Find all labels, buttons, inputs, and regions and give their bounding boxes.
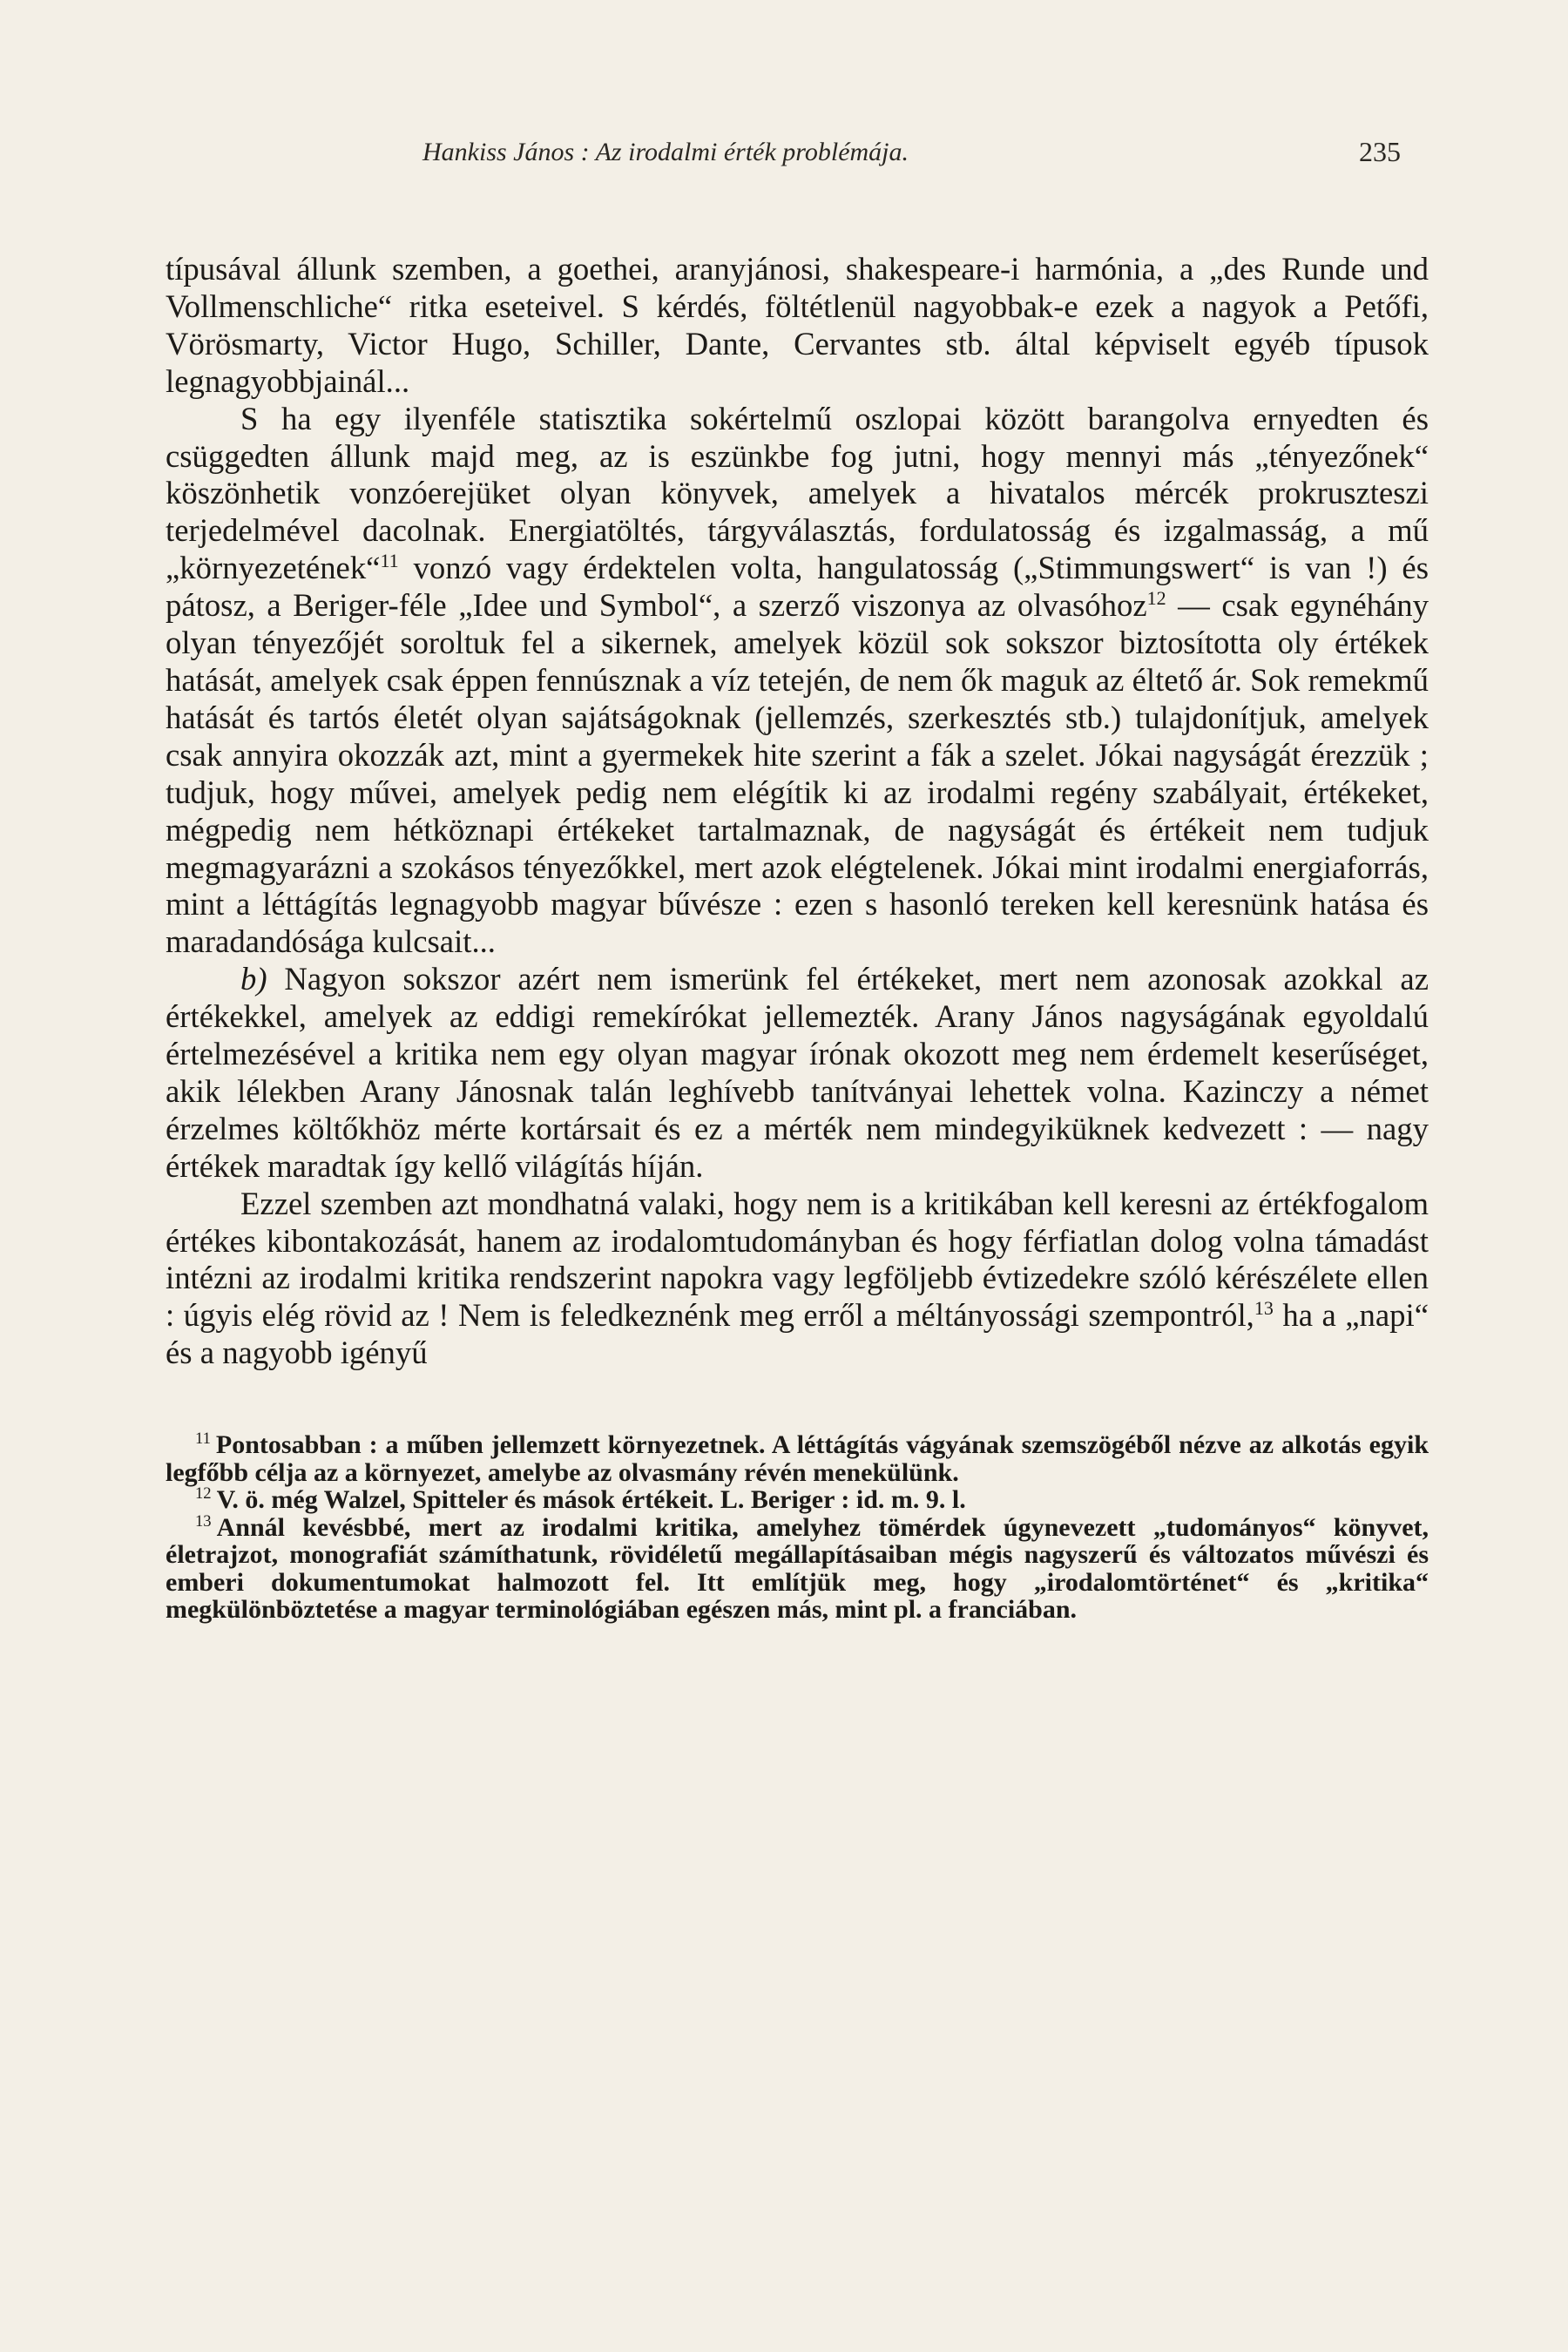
book-page (166, 131, 1429, 2239)
paragraph: típusával állunk szemben, a goethei, aranyjánosi, shakespeare-i harmónia, a „des Runde und Vollmenschliche“ ritka eseteivel. S kérdés, föltétlenül nagyobbak-e ezek a nagyok a Petőfi, Vörösmarty, Victor Hugo, Schiller, Dante, Cervantes stb. által képviselt egyéb típusok legnagyobbjainál... (166, 251, 1429, 399)
footnote: $^{11}$ Pontosabban : a műben jellemzett környezetnek. A léttágítás vágyának szemszögéből nézve az alkotás egyik legfőbb célja az a környezet, amelybe az olvasmány révén menekülünk. (166, 1429, 1429, 1487)
footnote-mark: 11 (195, 1429, 211, 1449)
running-header (166, 131, 1429, 183)
paragraph: b) Nagyon sokszor azért nem ismerünk fel értékeket, mert nem azonosak azokkal az értékekkel, amelyek az eddigi remekírókat jellemezték. Arany János nagyságának egyoldalú értelmezésével a kritika nem egy olyan magyar írónak okozott meg nem érdemelt keserűséget, akik lélekben Arany Jánosnak talán leghívebb tanítványai lehettek volna. Kazinczy a német érzelmes költőkhöz mérte kortársait és ez a mérték nem mindegyiküknek kedvezett : — nagy értékek maradtak így kellő világítás híján. (166, 961, 1429, 1184)
paragraph: Ezzel szemben azt mondhatná valaki, hogy nem is a kritikában kell keresni az értékfogalom értékes kibontakozását, hanem az irodalomtudományban és hogy férfiatlan dolog volna támadást intézni az irodalmi kritika rendszerint napokra vagy legföljebb évtizedekre szóló kérészélete ellen : úgyis elég rövid az ! Nem is feledkeznénk meg erről a méltányossági szempontról,$^{13}$ ha a „napi“ és a nagyobb igényű (166, 1185, 1429, 1371)
main-text (166, 251, 1429, 1372)
footnote: $^{13}$ Annál kevésbbé, mert az irodalmi kritika, amelyhez tömérdek úgynevezett „tudományos“ könyvet, életrajzot, monografiát számíthatunk, rövidéletű megállapításaiban mégis nagyszerű és változatos művészi és emberi dokumentumokat halmozott fel. Itt említjük meg, hogy „irodalomtörténet“ és „kritika“ megkülönböztetése a magyar terminológiában egészen más, mint pl. a franciában. (166, 1511, 1429, 1625)
page-number: 235 (1359, 136, 1401, 167)
footnote: $^{12}$ V. ö. még Walzel, Spitteler és mások értékeit. L. Beriger : id. m. 9. l. (195, 1484, 966, 1515)
paragraph: S ha egy ilyenféle statisztika sokértelmű oszlopai között barangolva ernyedten és csüggedten állunk majd meg, az is eszünkbe fog jutni, hogy mennyi más „tényezőnek“ köszönhetik vonzóerejüket olyan könyvek, amelyek a hivatalos mércék prokruszteszi terjedelmével dacolnak. Energiatöltés, tárgyválasztás, fordulatosság és izgalmasság, a mű „környezetének“$^{11}$ vonzó vagy érdektelen volta, hangulatosság („Stimmungswert“ is van !) és pátosz, a Beriger-féle „Idee und Symbol“, a szerző viszonya az olvasóhoz$^{12}$ — csak egynéhány olyan tényezőjét soroltuk fel a sikernek, amelyek közül sok sokszor biztosította oly értékek hatását, amelyek csak éppen fennúsznak a víz tetején, de nem ők maguk az éltető ár. Sok remekmű hatását és tartós életét olyan sajátságoknak (jellemzés, szerkesztés stb.) tulajdonítjuk, amelyek csak annyira okozzák azt, mint a gyermekek hite szerint a fák a szelet. Jókai nagyságát érezzük ; tudjuk, hogy művei, amelyek pedig nem elégítik ki az irodalmi regény szabályait, értékeket, mégpedig nem hétköznapi értékeket tartalmaznak, de nagyságát és értékeit nem tudjuk megmagyarázni a szokásos tényezőkkel, mert azok elégtelenek. Jókai mint irodalmi energiaforrás, mint a léttágítás legnagyobb magyar bűvésze : ezen s hasonló tereken kell keresnünk hatása és maradandósága kulcsait... (166, 400, 1429, 960)
footnote-ref: 11 (380, 550, 399, 572)
running-title: Hankiss János : Az irodalmi érték problémája. (422, 138, 909, 166)
footnote-mark: 12 (195, 1484, 212, 1504)
footnote-ref: 12 (1146, 586, 1166, 609)
paragraph-label: b) (240, 961, 267, 997)
footnotes (166, 1431, 1429, 1624)
footnote-mark: 13 (195, 1511, 212, 1531)
footnote-ref: 13 (1254, 1297, 1274, 1320)
